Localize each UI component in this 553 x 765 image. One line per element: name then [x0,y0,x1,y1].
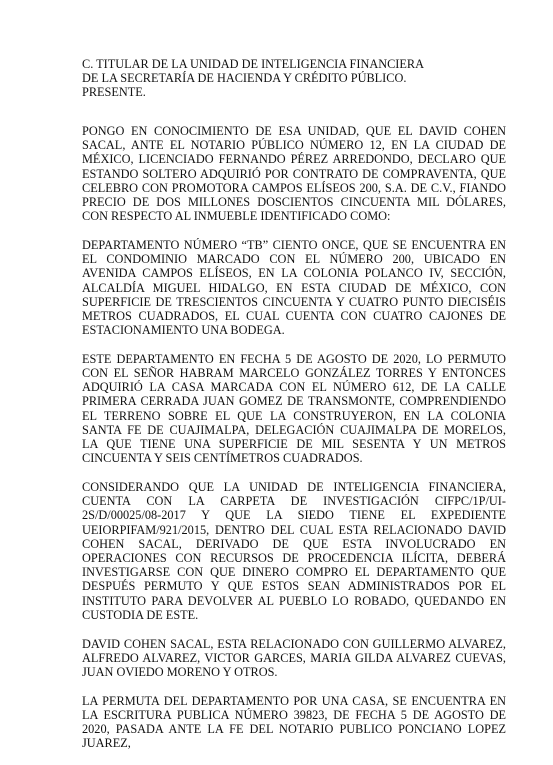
addressee-line-1: C. TITULAR DE LA UNIDAD DE INTELIGENCIA FINANCIERA [82,57,425,71]
letter-body [82,124,506,765]
paragraph-related-persons: DAVID COHEN SACAL, ESTA RELACIONADO CON GUILLERMO ALVAREZ, ALFREDO ALVAREZ, VICTOR GARCES, MARIA GILDA ALVAREZ CUEVAS, JUAN OVIEDO MORENO Y OTROS. [82,636,506,679]
paragraph-deed: LA PERMUTA DEL DEPARTAMENTO POR UNA CASA, SE ENCUENTRA EN LA ESCRITURA PUBLICA NÚMERO 39823, DE FECHA 5 DE AGOSTO DE 2020, PASADA ANTE LA FE DEL NOTARIO PUBLICO PONCIANO LOPEZ JUAREZ, [82,693,506,751]
addressee-block [82,57,512,100]
addressee-line-3: PRESENTE. [82,85,146,100]
paragraph-notification: PONGO EN CONOCIMIENTO DE ESA UNIDAD, QUE EL DAVID COHEN SACAL, ANTE EL NOTARIO PÚBLICO NÚMERO 12, EN LA CIUDAD DE MÉXICO, LICENCIADO FERNANDO PÉREZ ARREDONDO, DECLARO QUE ESTANDO SOLTERO ADQUIRIÓ POR CONTRATO DE COMPRAVENTA, QUE CELEBRO CON PROMOTORA CAMPOS ELÍSEOS 200, S.A. DE C.V., FIANDO PRECIO DE DOS MILLONES DOSCIENTOS CINCUENTA MIL DÓLARES, CON RESPECTO AL INMUEBLE IDENTIFICADO COMO: [82,124,506,224]
paragraph-investigation: CONSIDERANDO QUE LA UNIDAD DE INTELIGENCIA FINANCIERA, CUENTA CON LA CARPETA DE INVESTIGACIÓN CIFPC/1P/UI-2S/D/00025/08-2017 Y QUE LA SIEDO TIENE EL EXPEDIENTE UEIORPIFAM/921/2015, DENTRO DEL CUAL ESTA RELACIONADO DAVID COHEN SACAL, DERIVADO DE QUE ESTA INVOLUCRADO EN OPERACIONES CON RECURSOS DE PROCEDENCIA ILÍCITA, DEBERÁ INVESTIGARSE CON QUE DINERO COMPRO EL DEPARTAMENTO QUE DESPUÉS PERMUTO Y QUE ESTOS SEAN ADMINISTRADOS POR EL INSTITUTO PARA DEVOLVER AL PUEBLO LO ROBADO, QUEDANDO EN CUSTODIA DE ESTE. [82,479,506,622]
paragraph-exchange: ESTE DEPARTAMENTO EN FECHA 5 DE AGOSTO DE 2020, LO PERMUTO CON EL SEÑOR HABRAM MARCELO GONZÁLEZ TORRES Y ENTONCES ADQUIRIÓ LA CASA MARCADA CON EL NÚMERO 612, DE LA CALLE PRIMERA CERRADA JUAN GOMEZ DE TRANSMONTE, COMPRENDIENDO EL TERRENO SOBRE EL QUE LA CONSTRUYERON, EN LA COLONIA SANTA FE DE CUAJIMALPA, DELEGACIÓN CUAJIMALPA DE MORELOS, LA QUE TIENE UNA SUPERFICIE DE MIL SESENTA Y UN METROS CINCUENTA Y SEIS CENTÍMETROS CUADRADOS. [82,351,506,466]
paragraph-property-description: DEPARTAMENTO NÚMERO “TB” CIENTO ONCE, QUE SE ENCUENTRA EN EL CONDOMINIO MARCADO CON EL NÚMERO 200, UBICADO EN AVENIDA CAMPOS ELÍSEOS, EN LA COLONIA POLANCO IV, SECCIÓN, ALCALDÍA MIGUEL HIDALGO, EN ESTA CIUDAD DE MÉXICO, CON SUPERFICIE DE TRESCIENTOS CINCUENTA Y CUATRO PUNTO DIECISÉIS METROS CUADRADOS, EL CUAL CUENTA CON CUATRO CAJONES DE ESTACIONAMIENTO UNA BODEGA. [82,237,506,338]
addressee-line-2: DE LA SECRETARÍA DE HACIENDA Y CRÉDITO PÚBLICO. [82,71,407,86]
